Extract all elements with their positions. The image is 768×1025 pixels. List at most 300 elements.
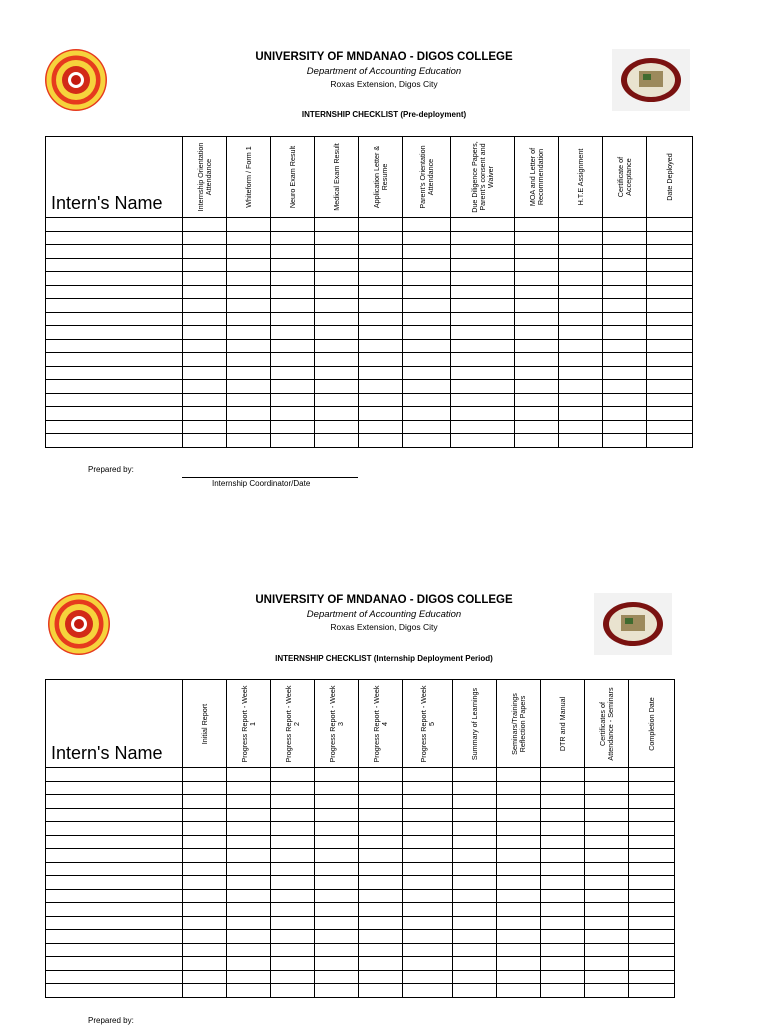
checklist-cell[interactable] — [585, 916, 629, 930]
checklist-cell[interactable] — [359, 245, 403, 259]
checklist-cell[interactable] — [629, 970, 675, 984]
checklist-cell[interactable] — [227, 862, 271, 876]
checklist-cell[interactable] — [315, 795, 359, 809]
checklist-cell[interactable] — [315, 231, 359, 245]
checklist-cell[interactable] — [453, 889, 497, 903]
checklist-cell[interactable] — [515, 366, 559, 380]
checklist-cell[interactable] — [271, 916, 315, 930]
intern-name-cell[interactable] — [46, 943, 183, 957]
checklist-cell[interactable] — [183, 862, 227, 876]
checklist-cell[interactable] — [647, 339, 693, 353]
checklist-cell[interactable] — [315, 822, 359, 836]
checklist-cell[interactable] — [451, 420, 515, 434]
checklist-cell[interactable] — [271, 957, 315, 971]
checklist-cell[interactable] — [585, 970, 629, 984]
checklist-cell[interactable] — [451, 393, 515, 407]
checklist-cell[interactable] — [183, 312, 227, 326]
checklist-cell[interactable] — [629, 916, 675, 930]
checklist-cell[interactable] — [559, 326, 603, 340]
checklist-cell[interactable] — [515, 285, 559, 299]
checklist-cell[interactable] — [183, 353, 227, 367]
checklist-cell[interactable] — [359, 808, 403, 822]
checklist-cell[interactable] — [453, 970, 497, 984]
intern-name-cell[interactable] — [46, 218, 183, 232]
checklist-cell[interactable] — [359, 353, 403, 367]
checklist-cell[interactable] — [315, 272, 359, 286]
checklist-cell[interactable] — [647, 420, 693, 434]
checklist-cell[interactable] — [183, 970, 227, 984]
checklist-cell[interactable] — [403, 299, 451, 313]
checklist-cell[interactable] — [315, 943, 359, 957]
intern-name-cell[interactable] — [46, 822, 183, 836]
checklist-cell[interactable] — [403, 916, 453, 930]
checklist-cell[interactable] — [647, 272, 693, 286]
checklist-cell[interactable] — [359, 380, 403, 394]
checklist-cell[interactable] — [359, 795, 403, 809]
checklist-cell[interactable] — [497, 795, 541, 809]
checklist-cell[interactable] — [403, 943, 453, 957]
checklist-cell[interactable] — [183, 393, 227, 407]
checklist-cell[interactable] — [603, 299, 647, 313]
intern-name-cell[interactable] — [46, 984, 183, 998]
intern-name-cell[interactable] — [46, 862, 183, 876]
checklist-cell[interactable] — [227, 768, 271, 782]
checklist-cell[interactable] — [559, 434, 603, 448]
checklist-cell[interactable] — [227, 903, 271, 917]
checklist-cell[interactable] — [271, 768, 315, 782]
checklist-cell[interactable] — [559, 312, 603, 326]
checklist-cell[interactable] — [359, 407, 403, 421]
checklist-cell[interactable] — [359, 231, 403, 245]
checklist-cell[interactable] — [647, 299, 693, 313]
checklist-cell[interactable] — [183, 299, 227, 313]
checklist-cell[interactable] — [515, 393, 559, 407]
checklist-cell[interactable] — [403, 380, 451, 394]
checklist-cell[interactable] — [559, 353, 603, 367]
checklist-cell[interactable] — [541, 876, 585, 890]
intern-name-cell[interactable] — [46, 434, 183, 448]
checklist-cell[interactable] — [271, 943, 315, 957]
checklist-cell[interactable] — [315, 245, 359, 259]
checklist-cell[interactable] — [315, 970, 359, 984]
checklist-cell[interactable] — [603, 326, 647, 340]
checklist-cell[interactable] — [647, 218, 693, 232]
checklist-cell[interactable] — [603, 285, 647, 299]
checklist-cell[interactable] — [403, 407, 451, 421]
intern-name-cell[interactable] — [46, 808, 183, 822]
intern-name-cell[interactable] — [46, 231, 183, 245]
checklist-cell[interactable] — [271, 339, 315, 353]
checklist-cell[interactable] — [183, 272, 227, 286]
checklist-cell[interactable] — [359, 312, 403, 326]
checklist-cell[interactable] — [227, 420, 271, 434]
checklist-cell[interactable] — [315, 380, 359, 394]
intern-name-cell[interactable] — [46, 849, 183, 863]
checklist-cell[interactable] — [315, 218, 359, 232]
checklist-cell[interactable] — [453, 822, 497, 836]
checklist-cell[interactable] — [451, 407, 515, 421]
checklist-cell[interactable] — [647, 312, 693, 326]
checklist-cell[interactable] — [497, 889, 541, 903]
checklist-cell[interactable] — [271, 849, 315, 863]
checklist-cell[interactable] — [559, 231, 603, 245]
checklist-cell[interactable] — [541, 849, 585, 863]
checklist-cell[interactable] — [647, 393, 693, 407]
checklist-cell[interactable] — [183, 795, 227, 809]
checklist-cell[interactable] — [515, 407, 559, 421]
checklist-cell[interactable] — [183, 835, 227, 849]
checklist-cell[interactable] — [497, 984, 541, 998]
checklist-cell[interactable] — [647, 366, 693, 380]
checklist-cell[interactable] — [271, 434, 315, 448]
checklist-cell[interactable] — [585, 984, 629, 998]
checklist-cell[interactable] — [559, 285, 603, 299]
checklist-cell[interactable] — [603, 393, 647, 407]
checklist-cell[interactable] — [315, 258, 359, 272]
checklist-cell[interactable] — [515, 326, 559, 340]
checklist-cell[interactable] — [227, 380, 271, 394]
intern-name-cell[interactable] — [46, 393, 183, 407]
checklist-cell[interactable] — [647, 285, 693, 299]
checklist-cell[interactable] — [227, 393, 271, 407]
checklist-cell[interactable] — [497, 849, 541, 863]
checklist-cell[interactable] — [315, 849, 359, 863]
checklist-cell[interactable] — [541, 795, 585, 809]
checklist-cell[interactable] — [183, 930, 227, 944]
checklist-cell[interactable] — [497, 903, 541, 917]
checklist-cell[interactable] — [403, 353, 451, 367]
checklist-cell[interactable] — [403, 339, 451, 353]
checklist-cell[interactable] — [315, 326, 359, 340]
checklist-cell[interactable] — [227, 326, 271, 340]
checklist-cell[interactable] — [315, 862, 359, 876]
intern-name-cell[interactable] — [46, 957, 183, 971]
checklist-cell[interactable] — [403, 889, 453, 903]
checklist-cell[interactable] — [403, 393, 451, 407]
checklist-cell[interactable] — [359, 876, 403, 890]
checklist-cell[interactable] — [559, 380, 603, 394]
checklist-cell[interactable] — [315, 916, 359, 930]
checklist-cell[interactable] — [629, 889, 675, 903]
checklist-cell[interactable] — [183, 808, 227, 822]
checklist-cell[interactable] — [559, 339, 603, 353]
checklist-cell[interactable] — [497, 957, 541, 971]
checklist-cell[interactable] — [453, 916, 497, 930]
checklist-cell[interactable] — [403, 984, 453, 998]
checklist-cell[interactable] — [603, 420, 647, 434]
checklist-cell[interactable] — [227, 339, 271, 353]
checklist-cell[interactable] — [541, 889, 585, 903]
checklist-cell[interactable] — [183, 231, 227, 245]
checklist-cell[interactable] — [227, 258, 271, 272]
checklist-cell[interactable] — [227, 353, 271, 367]
checklist-cell[interactable] — [647, 353, 693, 367]
checklist-cell[interactable] — [585, 876, 629, 890]
checklist-cell[interactable] — [451, 218, 515, 232]
checklist-cell[interactable] — [227, 231, 271, 245]
intern-name-cell[interactable] — [46, 916, 183, 930]
checklist-cell[interactable] — [453, 984, 497, 998]
checklist-cell[interactable] — [183, 916, 227, 930]
checklist-cell[interactable] — [183, 380, 227, 394]
checklist-cell[interactable] — [271, 822, 315, 836]
checklist-cell[interactable] — [647, 258, 693, 272]
checklist-cell[interactable] — [647, 380, 693, 394]
checklist-cell[interactable] — [315, 876, 359, 890]
checklist-cell[interactable] — [315, 353, 359, 367]
checklist-cell[interactable] — [183, 218, 227, 232]
checklist-cell[interactable] — [559, 245, 603, 259]
checklist-cell[interactable] — [603, 339, 647, 353]
checklist-cell[interactable] — [227, 407, 271, 421]
checklist-cell[interactable] — [359, 768, 403, 782]
checklist-cell[interactable] — [183, 326, 227, 340]
checklist-cell[interactable] — [315, 285, 359, 299]
checklist-cell[interactable] — [315, 393, 359, 407]
checklist-cell[interactable] — [629, 957, 675, 971]
checklist-cell[interactable] — [359, 326, 403, 340]
checklist-cell[interactable] — [453, 781, 497, 795]
intern-name-cell[interactable] — [46, 835, 183, 849]
checklist-cell[interactable] — [497, 822, 541, 836]
checklist-cell[interactable] — [227, 930, 271, 944]
checklist-cell[interactable] — [403, 420, 451, 434]
checklist-cell[interactable] — [315, 768, 359, 782]
checklist-cell[interactable] — [541, 984, 585, 998]
intern-name-cell[interactable] — [46, 312, 183, 326]
checklist-cell[interactable] — [629, 984, 675, 998]
checklist-cell[interactable] — [403, 231, 451, 245]
checklist-cell[interactable] — [359, 420, 403, 434]
checklist-cell[interactable] — [603, 231, 647, 245]
checklist-cell[interactable] — [541, 916, 585, 930]
checklist-cell[interactable] — [403, 245, 451, 259]
checklist-cell[interactable] — [183, 889, 227, 903]
intern-name-cell[interactable] — [46, 326, 183, 340]
checklist-cell[interactable] — [585, 903, 629, 917]
checklist-cell[interactable] — [585, 795, 629, 809]
checklist-cell[interactable] — [359, 781, 403, 795]
checklist-cell[interactable] — [227, 795, 271, 809]
checklist-cell[interactable] — [497, 970, 541, 984]
checklist-cell[interactable] — [603, 312, 647, 326]
checklist-cell[interactable] — [541, 768, 585, 782]
checklist-cell[interactable] — [315, 339, 359, 353]
checklist-cell[interactable] — [497, 862, 541, 876]
checklist-cell[interactable] — [183, 822, 227, 836]
checklist-cell[interactable] — [453, 862, 497, 876]
checklist-cell[interactable] — [403, 326, 451, 340]
checklist-cell[interactable] — [271, 272, 315, 286]
checklist-cell[interactable] — [183, 366, 227, 380]
checklist-cell[interactable] — [603, 245, 647, 259]
checklist-cell[interactable] — [271, 326, 315, 340]
checklist-cell[interactable] — [359, 393, 403, 407]
checklist-cell[interactable] — [271, 889, 315, 903]
checklist-cell[interactable] — [227, 245, 271, 259]
checklist-cell[interactable] — [585, 930, 629, 944]
checklist-cell[interactable] — [585, 943, 629, 957]
intern-name-cell[interactable] — [46, 420, 183, 434]
checklist-cell[interactable] — [271, 781, 315, 795]
checklist-cell[interactable] — [359, 299, 403, 313]
checklist-cell[interactable] — [227, 984, 271, 998]
checklist-cell[interactable] — [585, 862, 629, 876]
checklist-cell[interactable] — [629, 781, 675, 795]
checklist-cell[interactable] — [227, 835, 271, 849]
checklist-cell[interactable] — [271, 258, 315, 272]
checklist-cell[interactable] — [403, 285, 451, 299]
checklist-cell[interactable] — [585, 849, 629, 863]
checklist-cell[interactable] — [647, 434, 693, 448]
checklist-cell[interactable] — [453, 808, 497, 822]
checklist-cell[interactable] — [315, 957, 359, 971]
checklist-cell[interactable] — [603, 272, 647, 286]
checklist-cell[interactable] — [315, 930, 359, 944]
intern-name-cell[interactable] — [46, 366, 183, 380]
intern-name-cell[interactable] — [46, 353, 183, 367]
checklist-cell[interactable] — [227, 285, 271, 299]
checklist-cell[interactable] — [559, 299, 603, 313]
checklist-cell[interactable] — [515, 258, 559, 272]
checklist-cell[interactable] — [227, 312, 271, 326]
checklist-cell[interactable] — [359, 835, 403, 849]
checklist-cell[interactable] — [315, 903, 359, 917]
checklist-cell[interactable] — [359, 889, 403, 903]
checklist-cell[interactable] — [359, 285, 403, 299]
checklist-cell[interactable] — [315, 299, 359, 313]
checklist-cell[interactable] — [271, 285, 315, 299]
checklist-cell[interactable] — [227, 366, 271, 380]
checklist-cell[interactable] — [403, 808, 453, 822]
checklist-cell[interactable] — [629, 768, 675, 782]
checklist-cell[interactable] — [451, 326, 515, 340]
checklist-cell[interactable] — [271, 970, 315, 984]
checklist-cell[interactable] — [271, 984, 315, 998]
checklist-cell[interactable] — [227, 876, 271, 890]
checklist-cell[interactable] — [183, 285, 227, 299]
checklist-cell[interactable] — [453, 903, 497, 917]
intern-name-cell[interactable] — [46, 258, 183, 272]
checklist-cell[interactable] — [559, 420, 603, 434]
checklist-cell[interactable] — [403, 258, 451, 272]
checklist-cell[interactable] — [403, 366, 451, 380]
checklist-cell[interactable] — [497, 808, 541, 822]
checklist-cell[interactable] — [585, 957, 629, 971]
checklist-cell[interactable] — [497, 876, 541, 890]
checklist-cell[interactable] — [585, 808, 629, 822]
checklist-cell[interactable] — [403, 903, 453, 917]
checklist-cell[interactable] — [183, 407, 227, 421]
checklist-cell[interactable] — [585, 835, 629, 849]
checklist-cell[interactable] — [315, 984, 359, 998]
checklist-cell[interactable] — [515, 299, 559, 313]
checklist-cell[interactable] — [359, 957, 403, 971]
checklist-cell[interactable] — [515, 272, 559, 286]
checklist-cell[interactable] — [315, 366, 359, 380]
checklist-cell[interactable] — [183, 781, 227, 795]
checklist-cell[interactable] — [541, 781, 585, 795]
checklist-cell[interactable] — [515, 312, 559, 326]
checklist-cell[interactable] — [647, 407, 693, 421]
checklist-cell[interactable] — [559, 258, 603, 272]
checklist-cell[interactable] — [515, 420, 559, 434]
checklist-cell[interactable] — [629, 808, 675, 822]
checklist-cell[interactable] — [227, 822, 271, 836]
checklist-cell[interactable] — [359, 903, 403, 917]
checklist-cell[interactable] — [403, 272, 451, 286]
checklist-cell[interactable] — [403, 218, 451, 232]
checklist-cell[interactable] — [403, 312, 451, 326]
intern-name-cell[interactable] — [46, 795, 183, 809]
checklist-cell[interactable] — [359, 862, 403, 876]
checklist-cell[interactable] — [559, 218, 603, 232]
checklist-cell[interactable] — [359, 970, 403, 984]
checklist-cell[interactable] — [603, 380, 647, 394]
checklist-cell[interactable] — [451, 245, 515, 259]
checklist-cell[interactable] — [451, 353, 515, 367]
checklist-cell[interactable] — [403, 835, 453, 849]
checklist-cell[interactable] — [271, 393, 315, 407]
checklist-cell[interactable] — [629, 835, 675, 849]
checklist-cell[interactable] — [453, 957, 497, 971]
checklist-cell[interactable] — [453, 943, 497, 957]
checklist-cell[interactable] — [497, 916, 541, 930]
checklist-cell[interactable] — [451, 312, 515, 326]
checklist-cell[interactable] — [515, 339, 559, 353]
checklist-cell[interactable] — [453, 835, 497, 849]
checklist-cell[interactable] — [359, 366, 403, 380]
checklist-cell[interactable] — [647, 245, 693, 259]
checklist-cell[interactable] — [497, 835, 541, 849]
checklist-cell[interactable] — [359, 930, 403, 944]
checklist-cell[interactable] — [541, 957, 585, 971]
checklist-cell[interactable] — [629, 795, 675, 809]
checklist-cell[interactable] — [403, 970, 453, 984]
checklist-cell[interactable] — [271, 407, 315, 421]
checklist-cell[interactable] — [359, 849, 403, 863]
checklist-cell[interactable] — [227, 957, 271, 971]
checklist-cell[interactable] — [403, 795, 453, 809]
checklist-cell[interactable] — [453, 849, 497, 863]
checklist-cell[interactable] — [227, 781, 271, 795]
checklist-cell[interactable] — [227, 943, 271, 957]
checklist-cell[interactable] — [227, 849, 271, 863]
checklist-cell[interactable] — [315, 835, 359, 849]
checklist-cell[interactable] — [629, 822, 675, 836]
checklist-cell[interactable] — [603, 366, 647, 380]
checklist-cell[interactable] — [183, 876, 227, 890]
checklist-cell[interactable] — [271, 299, 315, 313]
checklist-cell[interactable] — [453, 930, 497, 944]
checklist-cell[interactable] — [515, 353, 559, 367]
intern-name-cell[interactable] — [46, 272, 183, 286]
intern-name-cell[interactable] — [46, 889, 183, 903]
intern-name-cell[interactable] — [46, 768, 183, 782]
checklist-cell[interactable] — [629, 930, 675, 944]
checklist-cell[interactable] — [451, 299, 515, 313]
checklist-cell[interactable] — [315, 781, 359, 795]
checklist-cell[interactable] — [585, 781, 629, 795]
checklist-cell[interactable] — [515, 380, 559, 394]
checklist-cell[interactable] — [559, 272, 603, 286]
checklist-cell[interactable] — [271, 795, 315, 809]
checklist-cell[interactable] — [271, 930, 315, 944]
checklist-cell[interactable] — [629, 862, 675, 876]
checklist-cell[interactable] — [315, 889, 359, 903]
checklist-cell[interactable] — [497, 768, 541, 782]
checklist-cell[interactable] — [541, 822, 585, 836]
